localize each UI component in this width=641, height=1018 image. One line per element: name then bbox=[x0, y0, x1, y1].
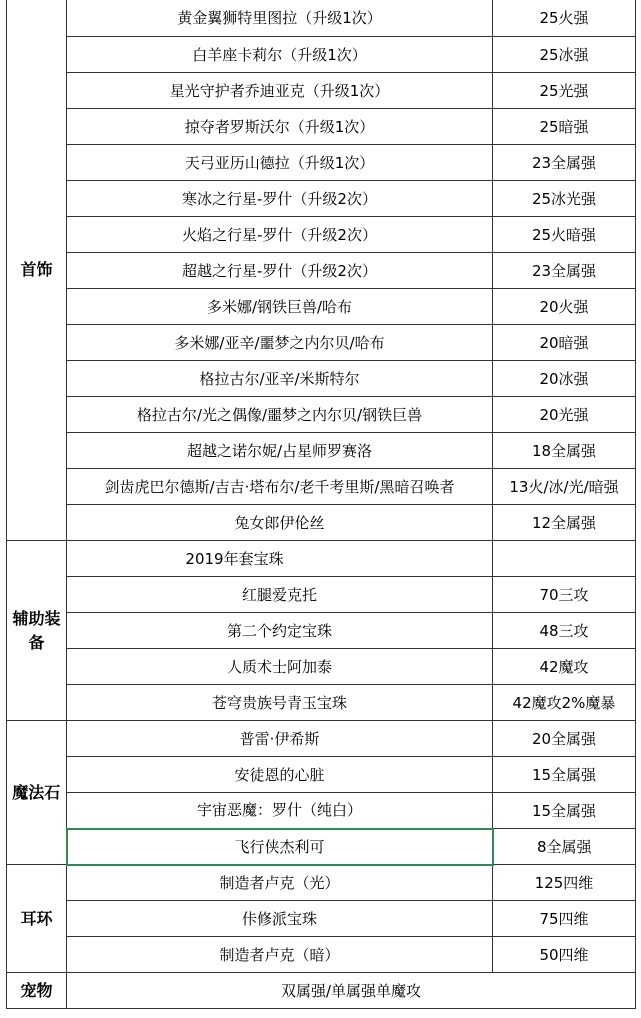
table-row bbox=[7, 505, 636, 541]
item-cell: 多米娜/亚辛/噩梦之内尔贝/哈布 bbox=[67, 325, 493, 361]
category-cell: 魔法石 bbox=[7, 721, 67, 865]
table-row bbox=[7, 685, 636, 721]
item-cell: 格拉古尔/光之偶像/噩梦之内尔贝/钢铁巨兽 bbox=[67, 397, 493, 433]
value-cell: 8全属强 bbox=[493, 829, 636, 865]
value-cell: 25火暗强 bbox=[493, 217, 636, 253]
value-cell: 20火强 bbox=[493, 289, 636, 325]
value-cell: 42魔攻 bbox=[493, 649, 636, 685]
item-cell: 格拉古尔/亚辛/米斯特尔 bbox=[67, 361, 493, 397]
table-row bbox=[7, 361, 636, 397]
item-cell: 多米娜/钢铁巨兽/哈布 bbox=[67, 289, 493, 325]
table-row bbox=[7, 397, 636, 433]
item-cell: 超越之行星-罗什（升级2次） bbox=[67, 253, 493, 289]
value-cell: 20暗强 bbox=[493, 325, 636, 361]
table-row bbox=[7, 289, 636, 325]
value-cell: 25火强 bbox=[493, 0, 636, 37]
value-cell: 25冰强 bbox=[493, 37, 636, 73]
item-cell: 双属强/单属强单魔攻 bbox=[67, 973, 636, 1009]
item-cell: 掠夺者罗斯沃尔（升级1次） bbox=[67, 109, 493, 145]
table-row bbox=[7, 937, 636, 973]
value-cell: 23全属强 bbox=[493, 253, 636, 289]
item-cell: 第二个约定宝珠 bbox=[67, 613, 493, 649]
value-cell: 70三攻 bbox=[493, 577, 636, 613]
value-cell: 12全属强 bbox=[493, 505, 636, 541]
item-cell: 星光守护者乔迪亚克（升级1次） bbox=[67, 73, 493, 109]
item-cell: 2019年套宝珠 bbox=[67, 541, 493, 577]
table-row bbox=[7, 577, 636, 613]
table-row bbox=[7, 901, 636, 937]
item-cell: 兔女郎伊伦丝 bbox=[67, 505, 493, 541]
value-cell: 48三攻 bbox=[493, 613, 636, 649]
table-row bbox=[7, 181, 636, 217]
value-cell: 20冰强 bbox=[493, 361, 636, 397]
table-row bbox=[7, 613, 636, 649]
table-row bbox=[7, 865, 636, 901]
category-cell: 宠物 bbox=[7, 973, 67, 1009]
table-row bbox=[7, 649, 636, 685]
table-row bbox=[7, 253, 636, 289]
value-cell: 125四维 bbox=[493, 865, 636, 901]
table-row bbox=[7, 217, 636, 253]
value-cell: 25光强 bbox=[493, 73, 636, 109]
table-row bbox=[7, 757, 636, 793]
table-row bbox=[7, 37, 636, 73]
table-row bbox=[7, 145, 636, 181]
category-cell: 首饰 bbox=[7, 0, 67, 541]
item-cell: 黄金翼狮特里图拉（升级1次） bbox=[67, 0, 493, 37]
item-cell: 天弓亚历山德拉（升级1次） bbox=[67, 145, 493, 181]
table-row bbox=[7, 973, 636, 1009]
value-cell: 42魔攻2%魔暴 bbox=[493, 685, 636, 721]
table-row bbox=[7, 109, 636, 145]
table-row bbox=[7, 721, 636, 757]
value-cell: 15全属强 bbox=[493, 793, 636, 829]
item-cell: 佧修派宝珠 bbox=[67, 901, 493, 937]
value-cell: 20光强 bbox=[493, 397, 636, 433]
value-cell: 23全属强 bbox=[493, 145, 636, 181]
item-cell: 火焰之行星-罗什（升级2次） bbox=[67, 217, 493, 253]
value-cell: 15全属强 bbox=[493, 757, 636, 793]
value-cell: 20全属强 bbox=[493, 721, 636, 757]
item-cell: 寒冰之行星-罗什（升级2次） bbox=[67, 181, 493, 217]
table-row bbox=[7, 541, 636, 577]
table-row bbox=[7, 325, 636, 361]
table-row bbox=[7, 793, 636, 829]
selected-item-cell[interactable]: 飞行侠杰利可 bbox=[67, 829, 493, 865]
item-cell: 普雷·伊希斯 bbox=[67, 721, 493, 757]
table-row bbox=[7, 469, 636, 505]
item-cell: 宇宙恶魔：罗什（纯白） bbox=[67, 793, 493, 829]
value-cell: 50四维 bbox=[493, 937, 636, 973]
value-cell bbox=[493, 541, 636, 577]
item-cell: 红腿爱克托 bbox=[67, 577, 493, 613]
value-cell: 18全属强 bbox=[493, 433, 636, 469]
value-cell: 75四维 bbox=[493, 901, 636, 937]
category-cell: 耳环 bbox=[7, 865, 67, 973]
item-cell: 苍穹贵族号青玉宝珠 bbox=[67, 685, 493, 721]
category-cell: 辅助装备 bbox=[7, 541, 67, 721]
item-cell: 人质术士阿加泰 bbox=[67, 649, 493, 685]
table-row bbox=[7, 0, 636, 37]
value-cell: 25暗强 bbox=[493, 109, 636, 145]
item-cell: 白羊座卡莉尔（升级1次） bbox=[67, 37, 493, 73]
item-cell: 安徒恩的心脏 bbox=[67, 757, 493, 793]
item-cell: 超越之诺尔妮/占星师罗赛洛 bbox=[67, 433, 493, 469]
table-row bbox=[7, 73, 636, 109]
item-cell: 制造者卢克（暗） bbox=[67, 937, 493, 973]
value-cell: 13火/冰/光/暗强 bbox=[493, 469, 636, 505]
item-cell: 制造者卢克（光） bbox=[67, 865, 493, 901]
table-row bbox=[7, 433, 636, 469]
item-cell: 剑齿虎巴尔德斯/吉吉·塔布尔/老千考里斯/黑暗召唤者 bbox=[67, 469, 493, 505]
value-cell: 25冰光强 bbox=[493, 181, 636, 217]
table-row bbox=[7, 829, 636, 865]
equipment-table bbox=[6, 0, 636, 1009]
